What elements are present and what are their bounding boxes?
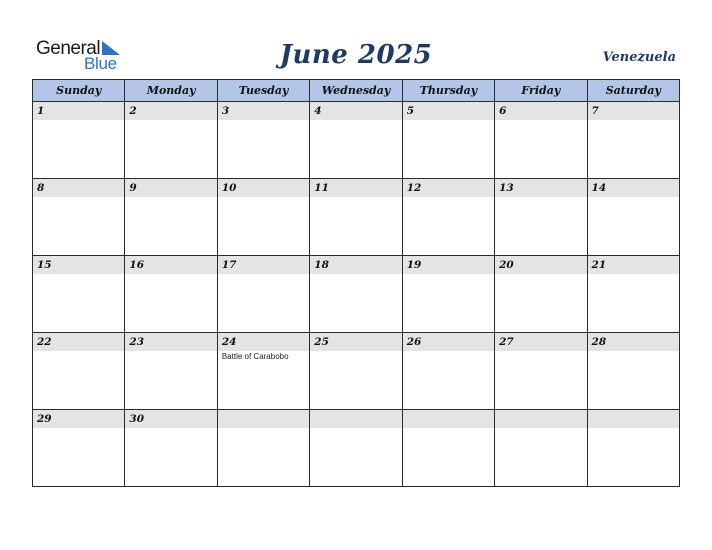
day-number: 19: [403, 256, 494, 274]
day-cell: [495, 333, 587, 410]
day-cell: [125, 410, 217, 487]
day-cell: [495, 256, 587, 333]
day-number: 22: [33, 333, 124, 351]
day-cell: [587, 333, 679, 410]
day-cell: [310, 102, 402, 179]
day-number: [310, 410, 401, 428]
day-cell-empty: [217, 410, 309, 487]
week-row: [33, 410, 680, 487]
day-number: 10: [218, 179, 309, 197]
day-number: 27: [495, 333, 586, 351]
day-number: 18: [310, 256, 401, 274]
day-cell: [402, 333, 494, 410]
day-cell: [125, 102, 217, 179]
day-cell: [495, 102, 587, 179]
day-cell: [217, 333, 309, 410]
day-number: 23: [125, 333, 216, 351]
day-cell: [217, 256, 309, 333]
calendar-title: June 2025: [279, 40, 433, 70]
week-row: [33, 333, 680, 410]
day-number: 11: [310, 179, 401, 197]
day-cell: [310, 333, 402, 410]
day-cell: [217, 179, 309, 256]
day-number: [403, 410, 494, 428]
day-cell: [310, 256, 402, 333]
day-cell: [587, 102, 679, 179]
holiday-event: Battle of Carabobo: [221, 352, 289, 361]
logo-text-general: General: [36, 38, 101, 59]
day-number: 17: [218, 256, 309, 274]
day-cell-empty: [495, 410, 587, 487]
day-number: 29: [33, 410, 124, 428]
weekday-saturday: Saturday: [587, 80, 679, 102]
day-cell: [402, 102, 494, 179]
country-name: Venezuela: [602, 50, 676, 65]
day-cell: [33, 179, 125, 256]
day-cell-empty: [310, 410, 402, 487]
day-number: 28: [588, 333, 679, 351]
day-number: 21: [588, 256, 679, 274]
day-number: 9: [125, 179, 216, 197]
day-cell: [587, 256, 679, 333]
weekday-monday: Monday: [125, 80, 217, 102]
day-number: 25: [310, 333, 401, 351]
day-cell: [125, 179, 217, 256]
day-number: 2: [125, 102, 216, 120]
day-number: 13: [495, 179, 586, 197]
day-cell: [310, 179, 402, 256]
weekday-friday: Friday: [495, 80, 587, 102]
day-number: [588, 410, 679, 428]
weekday-wednesday: Wednesday: [310, 80, 402, 102]
day-number: 12: [403, 179, 494, 197]
weekday-tuesday: Tuesday: [217, 80, 309, 102]
weekday-thursday: Thursday: [402, 80, 494, 102]
day-number: [495, 410, 586, 428]
day-number: 30: [125, 410, 216, 428]
day-number: 24: [218, 333, 309, 351]
day-number: 16: [125, 256, 216, 274]
day-number: 8: [33, 179, 124, 197]
month-calendar: [32, 79, 680, 487]
day-number: 4: [310, 102, 401, 120]
day-cell: [587, 179, 679, 256]
day-cell: [217, 102, 309, 179]
weekday-header-row: [33, 80, 680, 102]
week-row: [33, 256, 680, 333]
week-row: [33, 102, 680, 179]
day-cell: [33, 333, 125, 410]
day-number: [218, 410, 309, 428]
day-cell: [33, 256, 125, 333]
day-cell-empty: [402, 410, 494, 487]
day-cell-empty: [587, 410, 679, 487]
day-number: 1: [33, 102, 124, 120]
day-cell: [402, 256, 494, 333]
day-number: 26: [403, 333, 494, 351]
day-number: 20: [495, 256, 586, 274]
day-number: 7: [588, 102, 679, 120]
day-cell: [495, 179, 587, 256]
weekday-sunday: Sunday: [33, 80, 125, 102]
day-number: 3: [218, 102, 309, 120]
logo-text-blue: Blue: [84, 54, 117, 73]
day-cell: [33, 410, 125, 487]
day-cell: [402, 179, 494, 256]
day-cell: [125, 256, 217, 333]
day-number: 5: [403, 102, 494, 120]
week-row: [33, 179, 680, 256]
day-number: 14: [588, 179, 679, 197]
day-number: 6: [495, 102, 586, 120]
day-cell: [125, 333, 217, 410]
day-number: 15: [33, 256, 124, 274]
day-cell: [33, 102, 125, 179]
